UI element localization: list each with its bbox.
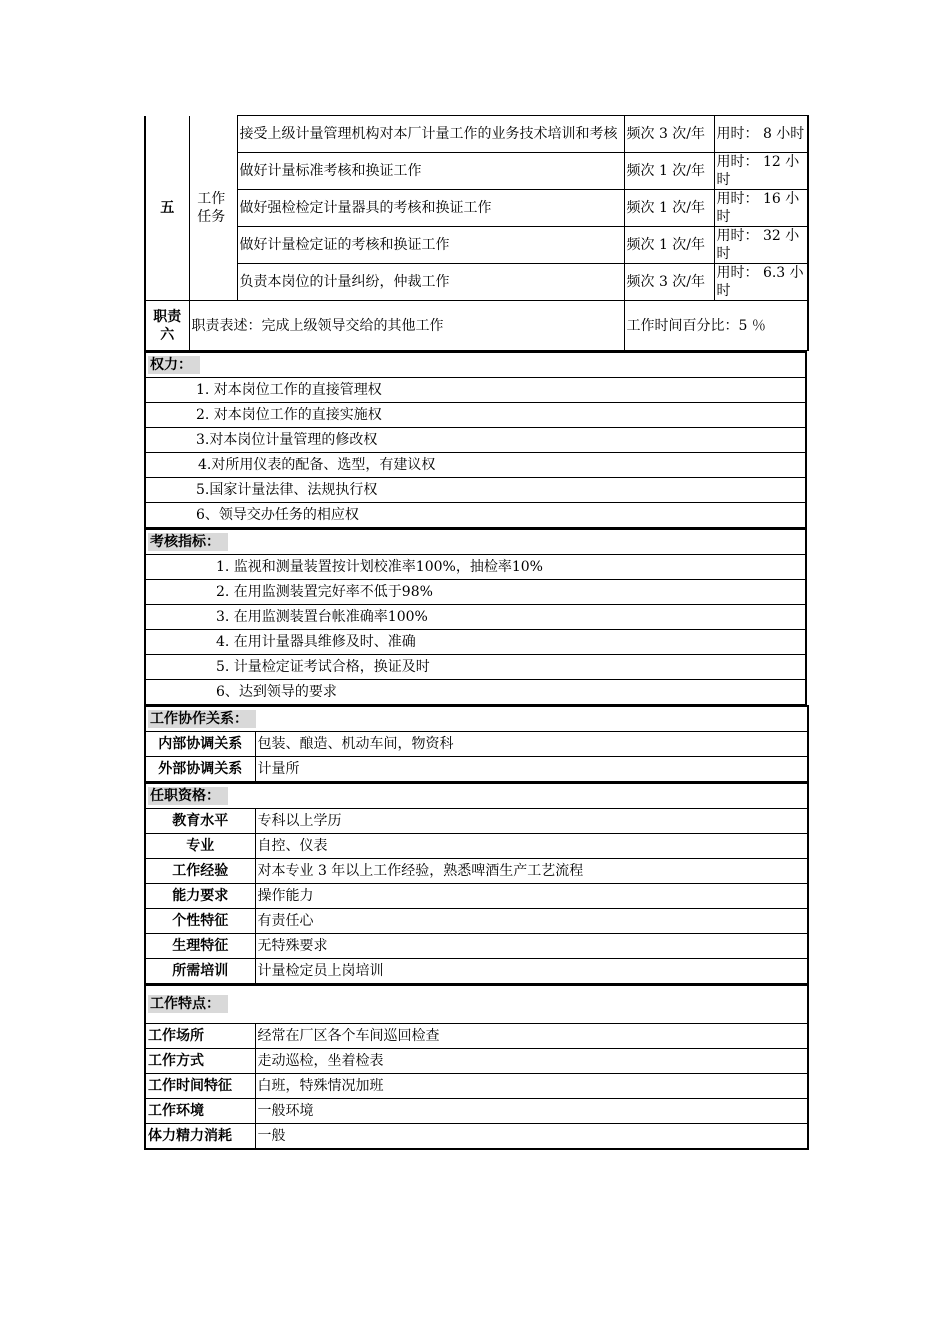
- qualification-value: 对本专业 3 年以上工作经验，熟悉啤酒生产工艺流程: [255, 859, 808, 884]
- authority-item: 5.国家计量法律、法规执行权: [145, 478, 806, 503]
- authority-item: 6、领导交办任务的相应权: [145, 503, 806, 528]
- qualification-label: 能力要求: [145, 884, 255, 909]
- relation-value: 计量所: [255, 757, 808, 782]
- relations-section: [144, 705, 809, 782]
- duty6-description: 职责表述：完成上级领导交给的其他工作: [189, 301, 624, 351]
- feature-value: 经常在厂区各个车间巡回检查: [255, 1023, 808, 1048]
- feature-label: 体力精力消耗: [145, 1123, 255, 1149]
- relation-label: 外部协调关系: [145, 757, 255, 782]
- feature-value: 走动巡检，坐着检表: [255, 1048, 808, 1073]
- qualification-label: 专业: [145, 834, 255, 859]
- features-title: 工作特点：: [148, 995, 228, 1013]
- task-text: 做好计量标准考核和换证工作: [237, 153, 624, 190]
- feature-label: 工作方式: [145, 1048, 255, 1073]
- kpi-item: 6、达到领导的要求: [145, 680, 806, 705]
- feature-value: 一般环境: [255, 1098, 808, 1123]
- kpi-item: 1. 监视和测量装置按计划校准率100%，抽检率10%: [145, 555, 806, 580]
- duty6-label: 职责六: [145, 301, 189, 351]
- feature-value: 一般: [255, 1123, 808, 1149]
- authority-item: 4.对所用仪表的配备、选型，有建议权: [145, 453, 806, 478]
- relation-value: 包装、酿造、机动车间，物资科: [255, 732, 808, 757]
- task-text: 做好计量检定证的考核和换证工作: [237, 227, 624, 264]
- authority-item: 3.对本岗位计量管理的修改权: [145, 428, 806, 453]
- task-row: [145, 190, 808, 227]
- feature-label: 工作场所: [145, 1023, 255, 1048]
- relation-label: 内部协调关系: [145, 732, 255, 757]
- kpi-item: 2. 在用监测装置完好率不低于98%: [145, 580, 806, 605]
- kpi-item: 4. 在用计量器具维修及时、准确: [145, 630, 806, 655]
- feature-label: 工作环境: [145, 1098, 255, 1123]
- qualification-value: 计量检定员上岗培训: [255, 959, 808, 984]
- task-row: [145, 116, 808, 153]
- features-section: [144, 984, 809, 1150]
- task-text: 接受上级计量管理机构对本厂计量工作的业务技术培训和考核: [237, 116, 624, 153]
- feature-value: 白班，特殊情况加班: [255, 1073, 808, 1098]
- qualification-value: 专科以上学历: [255, 809, 808, 834]
- duty6-row: [145, 301, 808, 351]
- duty-number: 五: [145, 116, 189, 301]
- task-row: [145, 153, 808, 190]
- task-frequency: 频次 3 次/年: [624, 116, 714, 153]
- task-frequency: 频次 1 次/年: [624, 153, 714, 190]
- task-frequency: 频次 3 次/年: [624, 264, 714, 301]
- task-text: 负责本岗位的计量纠纷，仲裁工作: [237, 264, 624, 301]
- qualification-value: 自控、仪表: [255, 834, 808, 859]
- qualification-label: 生理特征: [145, 934, 255, 959]
- kpi-item: 5. 计量检定证考试合格，换证及时: [145, 655, 806, 680]
- qualifications-title: 任职资格：: [148, 787, 228, 805]
- feature-label: 工作时间特征: [145, 1073, 255, 1098]
- authority-section: [144, 351, 807, 528]
- kpi-title: 考核指标：: [148, 533, 228, 551]
- authority-title: 权力：: [148, 356, 200, 374]
- task-duration: 用时： 8 小时: [714, 116, 808, 153]
- kpi-section: [144, 528, 807, 705]
- job-description-document: [144, 115, 807, 1150]
- qualifications-section: [144, 782, 809, 984]
- qualification-value: 有责任心: [255, 909, 808, 934]
- task-duration: 用时： 32 小时: [714, 227, 808, 264]
- authority-item: 1. 对本岗位工作的直接管理权: [145, 378, 806, 403]
- authority-item: 2. 对本岗位工作的直接实施权: [145, 403, 806, 428]
- qualification-value: 操作能力: [255, 884, 808, 909]
- task-duration: 用时： 16 小时: [714, 190, 808, 227]
- task-row: [145, 227, 808, 264]
- relations-title: 工作协作关系：: [148, 710, 256, 728]
- task-text: 做好强检检定计量器具的考核和换证工作: [237, 190, 624, 227]
- qualification-label: 所需培训: [145, 959, 255, 984]
- task-duration: 用时： 6.3 小时: [714, 264, 808, 301]
- task-frequency: 频次 1 次/年: [624, 227, 714, 264]
- task-frequency: 频次 1 次/年: [624, 190, 714, 227]
- qualification-label: 个性特征: [145, 909, 255, 934]
- duty6-percent: 工作时间百分比：5 ％: [624, 301, 808, 351]
- duty-table: [144, 115, 809, 351]
- kpi-item: 3. 在用监测装置台帐准确率100%: [145, 605, 806, 630]
- task-row: [145, 264, 808, 301]
- duty-label: 工作任务: [189, 116, 233, 301]
- task-duration: 用时： 12 小时: [714, 153, 808, 190]
- qualification-label: 教育水平: [145, 809, 255, 834]
- qualification-value: 无特殊要求: [255, 934, 808, 959]
- qualification-label: 工作经验: [145, 859, 255, 884]
